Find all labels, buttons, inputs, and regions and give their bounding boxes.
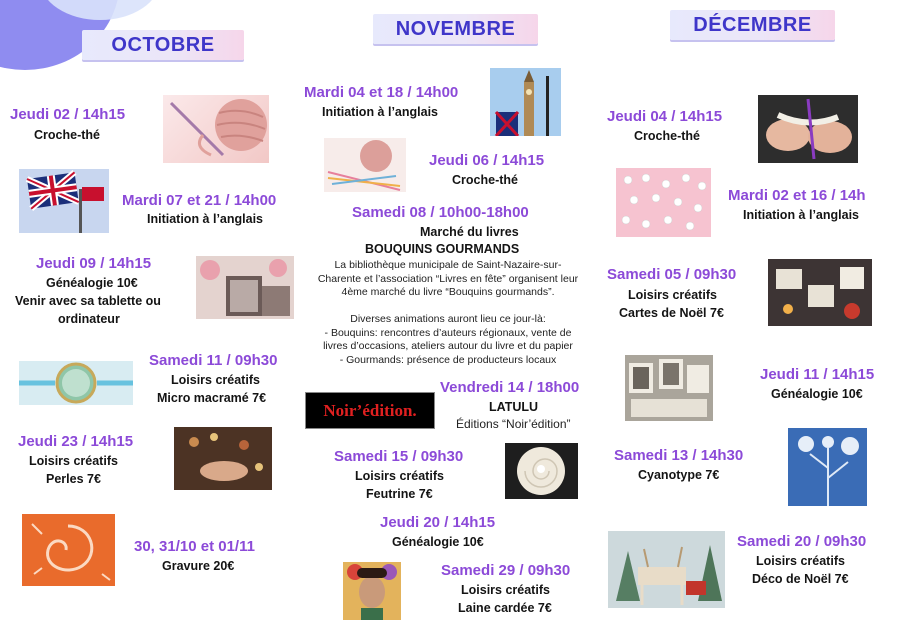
- crochet-photo: [324, 138, 406, 192]
- month-title-october: OCTOBRE: [111, 34, 215, 56]
- event-detail: Perles 7€: [46, 472, 101, 486]
- event-detail: Venir avec sa tablette ou: [15, 294, 161, 308]
- event-detail: Éditions “Noir’édition”: [456, 417, 571, 431]
- genealogy-photo: [196, 256, 294, 319]
- beads-photo: [174, 427, 272, 490]
- month-banner-december: [670, 10, 835, 40]
- description-line: - Bouquins: rencontres d’auteurs régionaux, vente de: [324, 326, 572, 339]
- crochet-hands-photo: [758, 95, 858, 163]
- month-banner-october: [82, 30, 244, 60]
- month-title-november: NOVEMBRE: [395, 18, 516, 40]
- uk-flag-photo: [19, 169, 109, 233]
- event-date: Jeudi 09 / 14h15: [36, 255, 152, 272]
- description-line: 4ème marché du livre “Bouquins gourmands”.: [341, 286, 555, 298]
- event-title: Loisirs créatifs: [171, 373, 260, 387]
- event-date: Samedi 13 / 14h30: [614, 447, 744, 464]
- event-title: Initiation à l’anglais: [147, 212, 263, 226]
- old-photos-photo: [625, 355, 713, 421]
- event-date: Jeudi 11 / 14h15: [760, 366, 875, 383]
- description-line: Diverses animations auront lieu ce jour-là:: [350, 313, 546, 325]
- event-date: Mardi 07 et 21 / 14h00: [122, 192, 277, 209]
- event-date: 30, 31/10 et 01/11: [134, 538, 255, 555]
- event-title: LATULU: [489, 400, 539, 414]
- event-detail: Micro macramé 7€: [157, 391, 267, 405]
- event-date: Jeudi 20 / 14h15: [380, 514, 496, 531]
- felt-flower-photo: [505, 443, 578, 499]
- event-title: Loisirs créatifs: [628, 288, 717, 302]
- event-date: Samedi 05 / 09h30: [607, 266, 737, 283]
- event-title: Marché du livres: [420, 225, 519, 239]
- london-photo: [490, 68, 561, 136]
- event-detail: Laine cardée 7€: [458, 601, 552, 615]
- month-title-december: DÉCEMBRE: [693, 14, 812, 36]
- event-date: Mardi 02 et 16 / 14h: [728, 187, 866, 204]
- christmas-cards-photo: [768, 259, 872, 326]
- description-line: Charente et l’association “Livres en fête” organisent leur: [317, 272, 579, 285]
- event-title: Initiation à l’anglais: [322, 105, 438, 119]
- cyanotype-photo: [788, 428, 867, 506]
- event-title: Cyanotype 7€: [638, 468, 720, 482]
- event-date: Jeudi 23 / 14h15: [18, 433, 134, 450]
- description-line: La bibliothèque municipale de Saint-Nazaire-sur-: [334, 259, 562, 271]
- event-date: Samedi 29 / 09h30: [441, 562, 571, 579]
- noir-edition-logo: Noir’édition.: [305, 392, 435, 429]
- event-title: Généalogie 10€: [46, 276, 138, 290]
- event-title: Croche-thé: [34, 128, 100, 142]
- event-detail: Cartes de Noël 7€: [619, 306, 724, 320]
- event-date: Mardi 04 et 18 / 14h00: [304, 84, 459, 101]
- event-date: Jeudi 04 / 14h15: [607, 108, 723, 125]
- event-description: [298, 259, 598, 367]
- event-title: Croche-thé: [452, 173, 518, 187]
- event-date: Jeudi 02 / 14h15: [10, 106, 126, 123]
- crochet-photo: [163, 95, 269, 163]
- event-date: Jeudi 06 / 14h15: [429, 152, 545, 169]
- event-title: Généalogie 10€: [771, 387, 863, 401]
- christmas-decor-photo: [608, 531, 725, 608]
- event-title: Initiation à l’anglais: [743, 208, 859, 222]
- event-title: Généalogie 10€: [392, 535, 484, 549]
- letter-beads-photo: [616, 168, 711, 237]
- event-date: Samedi 20 / 09h30: [737, 533, 867, 550]
- event-date: Samedi 08 / 10h00-18h00: [352, 204, 529, 221]
- event-detail: Feutrine 7€: [366, 487, 433, 501]
- event-date: Vendredi 14 / 18h00: [440, 379, 580, 396]
- event-subtitle: BOUQUINS GOURMANDS: [365, 242, 520, 256]
- event-detail: ordinateur: [58, 312, 120, 326]
- frida-portrait-photo: [343, 562, 401, 620]
- event-title: Loisirs créatifs: [756, 554, 845, 568]
- event-detail: Déco de Noël 7€: [752, 572, 849, 586]
- event-date: Samedi 15 / 09h30: [334, 448, 464, 465]
- event-title: Loisirs créatifs: [461, 583, 550, 597]
- macrame-photo: [19, 361, 133, 405]
- event-title: Gravure 20€: [162, 559, 235, 573]
- event-title: Loisirs créatifs: [29, 454, 118, 468]
- month-banner-november: [373, 14, 538, 44]
- event-title: Loisirs créatifs: [355, 469, 444, 483]
- description-line: [298, 300, 598, 314]
- engraving-photo: [22, 514, 115, 586]
- description-line: livres d’occasions, ateliers autour du livre et du papier: [323, 340, 573, 352]
- description-line: - Gourmands: présence de producteurs locaux: [339, 353, 557, 366]
- event-title: Croche-thé: [634, 129, 700, 143]
- event-date: Samedi 11 / 09h30: [149, 352, 278, 369]
